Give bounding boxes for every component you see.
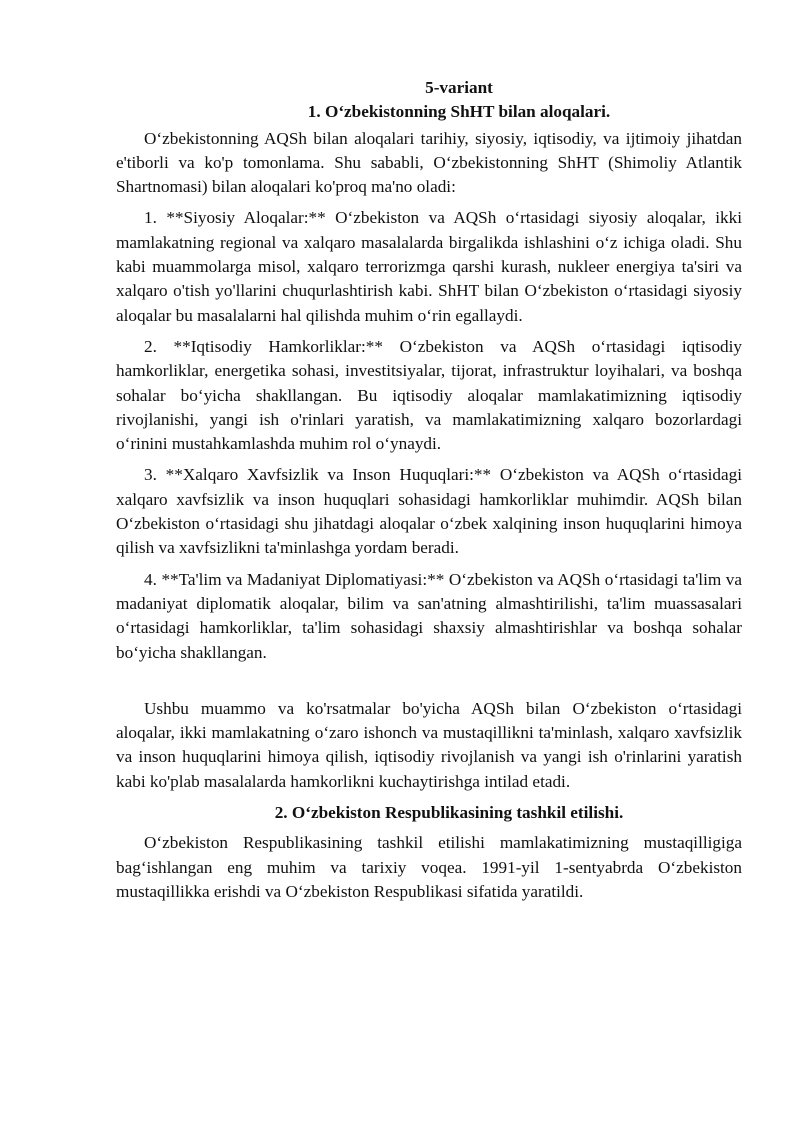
item-paragraph-4: 4. **Ta'lim va Madaniyat Diplomatiyasi:** O‘zbekiston va AQSh o‘rtasidagi ta'lim va madaniyat diplomatik aloqalar, bilim va san'atning almashtirilishi, ta'lim muassasalari o‘rtasidagi hamkorliklar, ta'lim sohasidagi shaxsiy almashtirishlar va boshqa sohalar bo‘yicha shakllangan. xyxy=(116,569,742,662)
item-paragraph-2: 2. **Iqtisodiy Hamkorliklar:** O‘zbekiston va AQSh o‘rtasidagi iqtisodiy hamkorliklar, energetika sohasi, investitsiyalar, tijorat, infrastruktur loyihalari, va boshqa sohalar bo‘yicha shakllangan. Bu iqtisodiy aloqalar mamlakatimizning iqtisodiy rivojlanishi, yangi ish o'rinlari yaratish, va mamlakatimizning xalqaro bozorlardagi o‘rinini mustahkamlashda muhim rol o‘ynaydi. xyxy=(116,336,742,454)
variant-label: 5-variant xyxy=(425,78,493,97)
section-2-paragraph: O‘zbekiston Respublikasining tashkil etilishi mamlakatimizning mustaqilligiga bag‘ishlangan eng muhim va tarixiy voqea. 1991-yil 1-sentyabrda O‘zbekiston mustaqillikka erishdi va O‘zbekiston Respublikasi sifatida yaratildi. xyxy=(116,833,742,901)
item-paragraph-3: 3. **Xalqaro Xavfsizlik va Inson Huquqlari:** O‘zbekiston va AQSh o‘rtasidagi xalqaro xavfsizlik va inson huquqlari sohasidagi hamkorliklar muhimdir. AQSh bilan O‘zbekiston o‘rtasidagi shu jihatdagi aloqalar o‘zbek xalqining inson huquqlarini himoya qilish va xavfsizlikni ta'minlashga yordam beradi. xyxy=(116,465,742,558)
intro-paragraph: O‘zbekistonning AQSh bilan aloqalari tarihiy, siyosiy, iqtisodiy, va ijtimoiy jihatdan e'tiborli va ko'p tomonlama. Shu sababli, O‘zbekistonning ShHT (Shimoliy Atlantik Shartnomasi) bilan aloqalari ko'proq ma'no oladi: xyxy=(116,128,742,197)
conclusion-paragraph: Ushbu muammo va ko'rsatmalar bo'yicha AQSh bilan O‘zbekiston o‘rtasidagi aloqalar, ikki mamlakatning o‘zaro ishonch va mustaqillikni ta'minlash, xalqaro xavfsizlik va inson huquqlarini himoya qilish, iqtisodiy rivojlanish va yangi ish o'rinlarini yaratish kabi ko'plab masalalarda hamkorlikni kuchaytirishga intilad etadi. xyxy=(116,698,742,791)
section-2-heading: 2. O‘zbekiston Respublikasining tashkil etilishi. xyxy=(274,803,624,823)
section-1-heading: 1. O‘zbekistonning ShHT bilan aloqalari. xyxy=(307,102,611,122)
item-paragraph-1: 1. **Siyosiy Aloqalar:** O‘zbekiston va AQSh o‘rtasidagi siyosiy aloqalar, ikki mamlakatning regional va xalqaro masalalarda birgalikda ishlashini o‘z ichiga oladi. Shu kabi muammolarga misol, xalqaro terrorizmga qarshi kurash, nukleer energiya ta'siri va xalqaro o'tish yo'llarini chuqurlashtirish kabi. ShHT bilan O‘zbekiston o‘rtasidagi siyosiy aloqalar bu masalalarni hal qilishda muhim o‘rin egallaydi. xyxy=(116,208,742,325)
document-page xyxy=(116,76,742,911)
